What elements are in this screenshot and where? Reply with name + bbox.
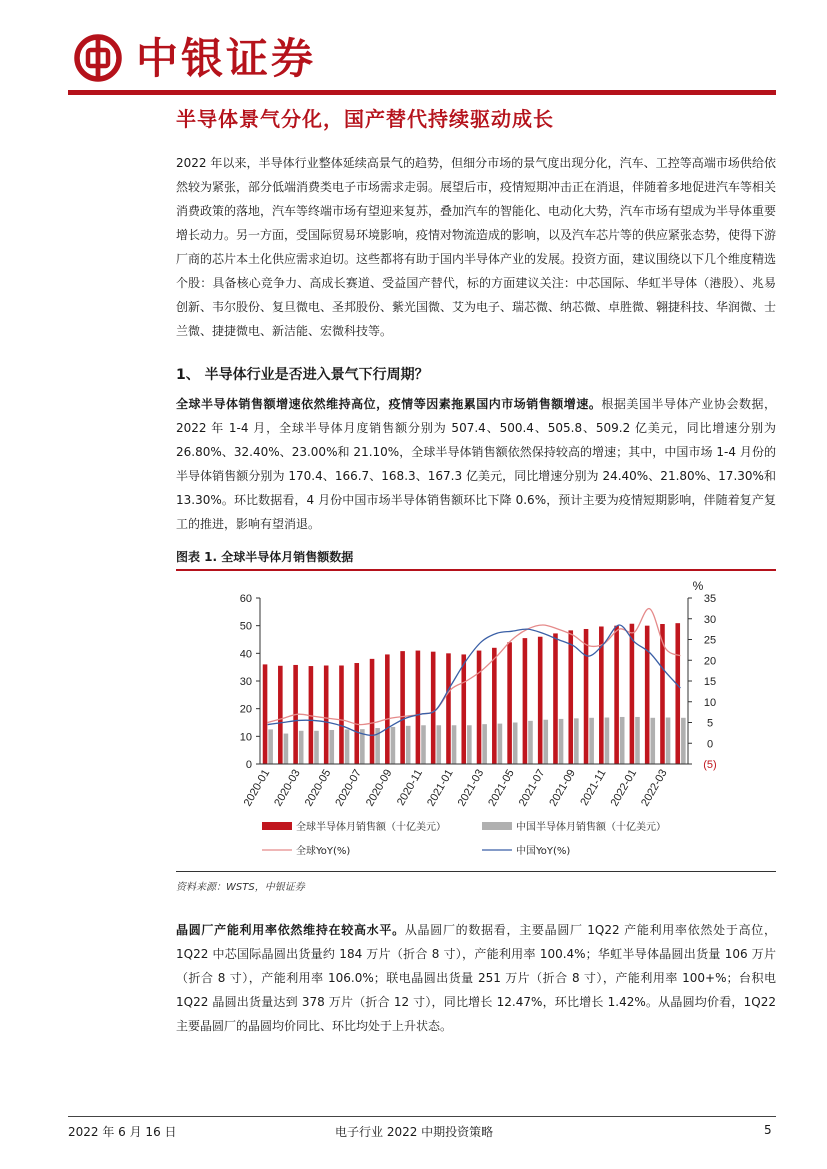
footer-rule (68, 1116, 776, 1117)
bar-china-2021-03 (482, 724, 487, 764)
left-tick-label: 50 (239, 620, 252, 633)
bar-global-2020-11 (416, 651, 421, 764)
bar-china-2020-09 (391, 727, 396, 764)
bar-china-2020-03 (299, 731, 304, 764)
bar-global-2021-08 (553, 633, 558, 764)
section1-lead: 全球半导体销售额增速依然维持高位，疫情等因素拖累国内市场销售额增速。 (176, 397, 602, 411)
figure-bottom-rule (176, 871, 776, 872)
bar-china-2020-01 (268, 729, 273, 764)
right-tick-label: 30 (703, 613, 717, 626)
section2-lead: 晶圆厂产能利用率依然维持在较高水平。 (176, 923, 405, 937)
figure-title: 图表 1. 全球半导体月销售额数据 (176, 550, 354, 564)
section1-body: 根据美国半导体产业协会数据，2022 年 1-4 月，全球半导体月度销售额分别为 507.4、500.4、505.8、509.2 亿美元，同比增速分别为 26.80%、32.40%、23.00%和 21.10%，全球半导体销售额依然保持较高的增速；其中，中国市场 1-4 月份的半导体销售额分别为 170.4、166.7、168.3、167.3 亿美元，同比增速分别为 24.40%、21.80%、17.30%和 13.30%。环比数据看，4 月份中国市场半导体销售额环比下降 0.6%，预计主要为疫情短期影响，伴随着复产复工的推进，影响有望消退。 (176, 397, 776, 531)
bar-china-2021-01 (452, 725, 457, 764)
bar-global-2022-04 (675, 623, 680, 764)
legend-swatch-0 (262, 822, 292, 830)
footer-document-name: 电子行业 2022 中期投资策略 (335, 1125, 494, 1139)
x-tick-label: 2020-05 (302, 767, 334, 809)
x-tick-label: 2020-11 (394, 767, 426, 808)
page-number: 5 (764, 1123, 772, 1137)
bar-china-2021-04 (498, 724, 503, 764)
bar-global-2021-05 (507, 642, 512, 764)
bar-global-2020-12 (431, 652, 436, 764)
bar-china-2022-04 (681, 718, 686, 764)
x-tick-label: 2020-09 (363, 767, 395, 809)
bank-of-china-logo-icon (74, 34, 122, 82)
section2-body: 从晶圆厂的数据看，主要晶圆厂 1Q22 产能利用率依然处于高位，1Q22 中芯国际晶圆出货量约 184 万片（折合 8 寸），产能利用率 100.4%；华虹半导体晶圆出货量 106 万片（折合 8 寸），产能利用率 106.0%；联电晶圆出货量 251 万片（折合 8 寸），产能利用率 100+%；台积电 1Q22 晶圆出货量达到 378 万片（折合 12 寸），同比增长 12.47%，环比增长 1.42%。从晶圆均价看，1Q22 主要晶圆厂的晶圆均价同比、环比均处于上升状态。 (176, 923, 776, 1033)
bar-global-2021-04 (492, 648, 497, 764)
x-tick-label: 2022-03 (639, 767, 670, 809)
brand-name: 中银证券 (136, 34, 317, 83)
left-tick-label: 40 (239, 648, 252, 661)
x-tick-label: 2020-01 (241, 767, 273, 809)
bar-china-2020-04 (314, 731, 319, 764)
bar-china-2020-11 (421, 725, 426, 764)
bar-china-2021-11 (605, 718, 610, 764)
bar-global-2022-02 (645, 626, 650, 764)
bar-china-2020-12 (436, 725, 441, 764)
section1-paragraph (176, 392, 776, 536)
bar-china-2020-05 (329, 730, 334, 764)
bar-china-2021-07 (543, 720, 548, 764)
bar-china-2022-01 (635, 717, 640, 764)
bar-global-2021-07 (538, 637, 543, 764)
x-tick-label: 2021-09 (547, 767, 578, 809)
bar-global-2021-10 (584, 629, 589, 764)
figure-source: 资料来源：WSTS，中银证券 (176, 882, 305, 893)
bar-global-2020-06 (339, 666, 344, 764)
right-tick-label: 35 (703, 593, 717, 605)
x-tick-label: 2020-03 (272, 767, 303, 809)
left-tick-label: 60 (239, 593, 252, 605)
x-tick-label: 2020-07 (333, 767, 364, 809)
intro-paragraph: 2022 年以来，半导体行业整体延续高景气的趋势，但细分市场的景气度出现分化，汽车、工控等高端市场供给依然较为紧张，部分低端消费类电子市场需求走弱。展望后市，疫情短期冲击正在消退，伴随着多地促进汽车等相关消费政策的落地，汽车等终端市场有望迎来复苏，叠加汽车的智能化、电动化大势，汽车市场有望成为半导体重要增长动力。另一方面，受国际贸易环境影响，疫情对物流造成的影响，以及汽车芯片等的供应紧张态势，使得下游厂商的芯片本土化供应需求迫切。这些都将有助于国内半导体产业的发展。投资方面，建议围绕以下几个维度精选个股：具备核心竞争力、高成长赛道、受益国产替代，标的方面建议关注：中芯国际、华虹半导体（港股）、兆易创新、韦尔股份、复旦微电、圣邦股份、紫光国微、艾为电子、瑞芯微、纳芯微、卓胜微、翱捷科技、华润微、士兰微、捷捷微电、新洁能、宏微科技等。 (176, 156, 777, 338)
bar-global-2021-09 (568, 630, 573, 764)
legend-label-2: 全球YoY(%) (296, 846, 351, 857)
left-tick-label: 0 (245, 759, 252, 771)
bar-global-2020-08 (370, 659, 375, 764)
sales-chart (176, 572, 776, 868)
bar-china-2021-06 (528, 721, 533, 764)
bar-global-2020-07 (354, 663, 359, 764)
bar-china-2021-08 (559, 719, 564, 764)
x-tick-label: 2021-11 (578, 767, 609, 808)
bar-global-2020-02 (278, 666, 283, 764)
right-tick-label: 25 (703, 634, 717, 647)
bar-china-2021-10 (589, 718, 594, 764)
header-rule (68, 90, 776, 95)
bar-china-2020-02 (284, 734, 289, 764)
section2-paragraph (176, 918, 776, 1038)
bar-global-2021-01 (446, 653, 451, 764)
section-heading: 1、 半导体行业是否进入景气下行周期？ (176, 367, 429, 383)
x-tick-label: 2022-01 (608, 767, 640, 809)
left-tick-label: 10 (239, 731, 252, 744)
bar-china-2021-05 (513, 723, 518, 765)
bar-global-2021-12 (614, 626, 619, 764)
x-tick-label: 2021-01 (425, 767, 456, 809)
figure-top-rule (176, 569, 776, 571)
right-tick-label: 10 (703, 696, 717, 709)
bar-china-2021-09 (574, 718, 579, 764)
document-title: 半导体景气分化，国产替代持续驱动成长 (176, 107, 554, 131)
bar-china-2021-02 (467, 725, 472, 764)
legend-swatch-1 (482, 822, 512, 830)
x-tick-label: 2021-07 (516, 767, 548, 809)
bar-china-2020-10 (406, 726, 411, 764)
x-tick-label: 2021-05 (486, 767, 517, 809)
bar-china-2022-02 (650, 718, 655, 764)
x-tick-label: 2021-03 (455, 767, 487, 809)
bar-global-2022-01 (630, 624, 635, 764)
bar-global-2020-10 (400, 651, 405, 764)
bar-global-2020-09 (385, 654, 390, 764)
bar-global-2021-06 (523, 638, 528, 764)
bar-china-2021-12 (620, 717, 625, 764)
legend-label-3: 中国YoY(%) (516, 846, 571, 857)
right-tick-label: 5 (706, 717, 714, 730)
right-tick-label: 20 (703, 655, 717, 668)
bar-china-2020-06 (345, 729, 350, 764)
left-tick-label: 30 (239, 676, 252, 688)
bar-global-2021-02 (461, 654, 466, 764)
legend-label-1: 中国半导体月销售额（十亿美元） (516, 822, 666, 833)
footer-date: 2022 年 6 月 16 日 (68, 1125, 177, 1139)
right-axis-unit-label: % (692, 579, 704, 593)
bar-china-2022-03 (666, 718, 671, 764)
bar-global-2020-01 (263, 664, 268, 764)
right-tick-label: 0 (706, 738, 714, 751)
legend-label-0: 全球半导体月销售额（十亿美元） (296, 822, 446, 833)
bar-global-2021-03 (477, 651, 482, 764)
right-tick-label: 15 (703, 676, 717, 688)
right-tick-label: (5) (703, 759, 717, 771)
left-tick-label: 20 (239, 703, 252, 716)
bar-global-2020-05 (324, 666, 329, 764)
